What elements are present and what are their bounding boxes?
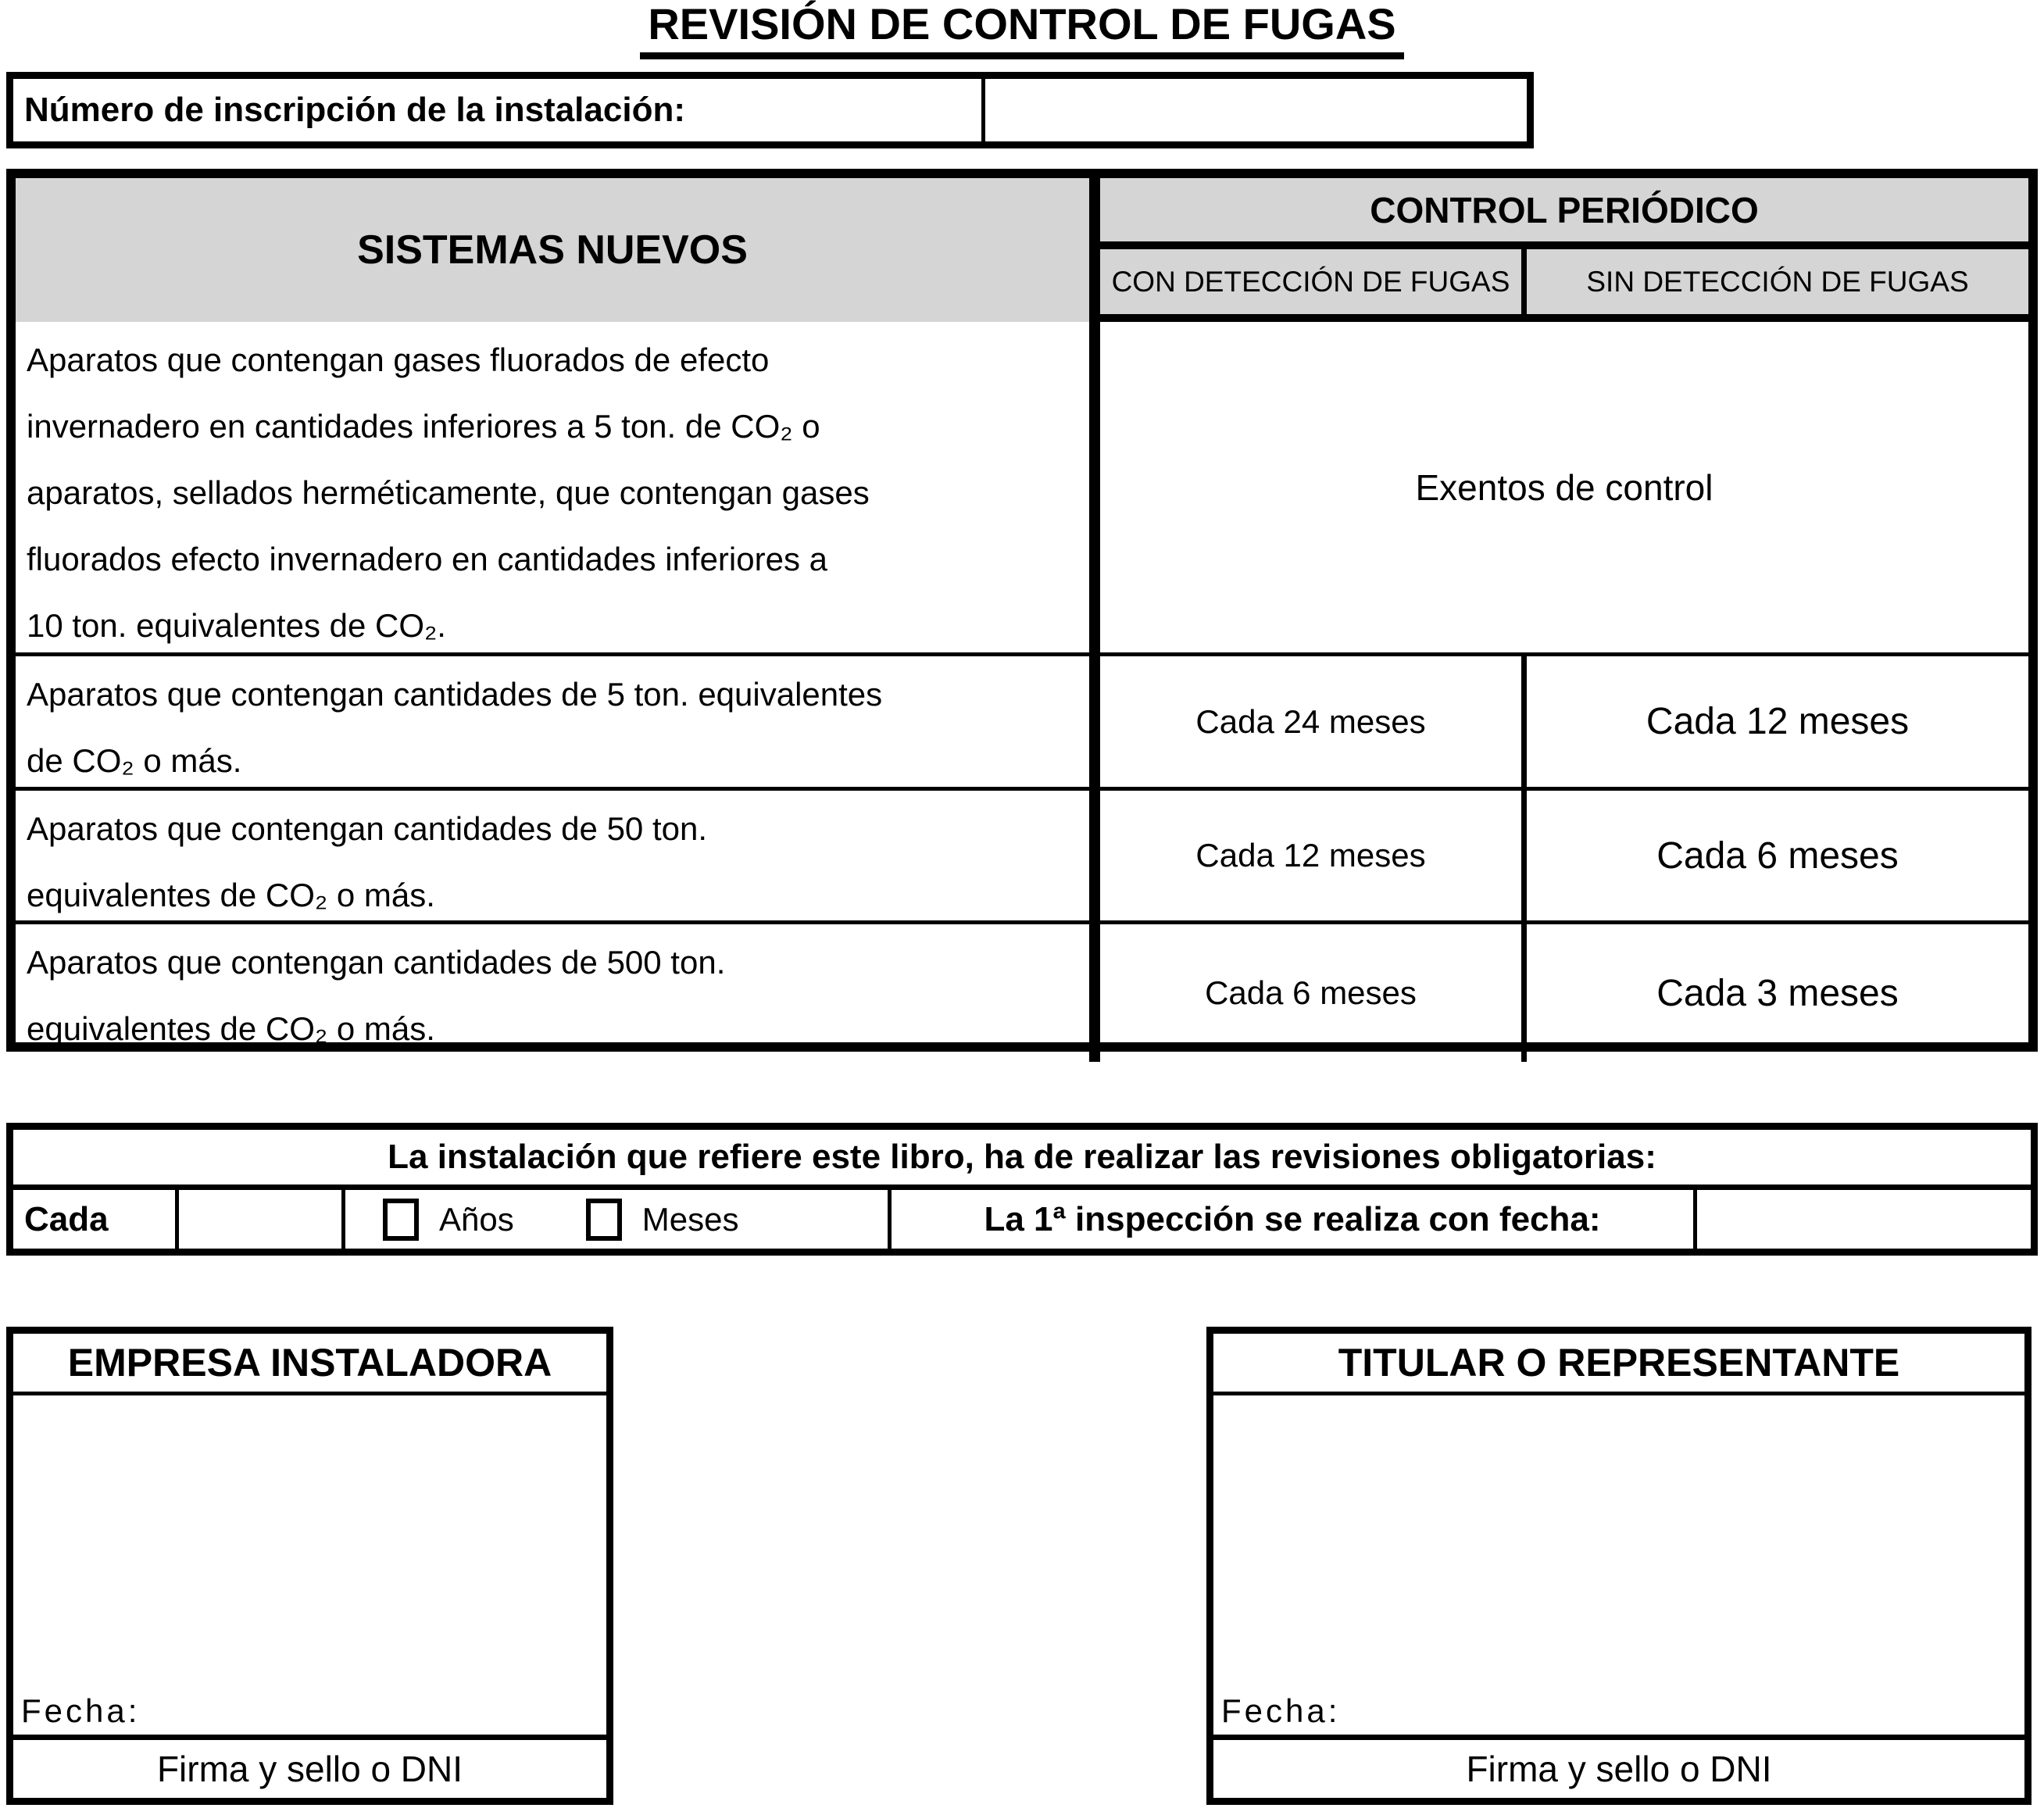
table-row-description — [16, 791, 1100, 924]
description-line: Aparatos que contengan cantidades de 500 ton. — [27, 944, 726, 981]
schedule-header: La instalación que refiere este libro, ha de realizar las revisiones obligatorias: — [13, 1130, 2031, 1190]
description-line: de CO₂ o más. — [27, 742, 242, 779]
installer-date-value[interactable] — [140, 1685, 606, 1722]
anos-label: Años — [439, 1200, 514, 1238]
owner-signature-area[interactable] — [1213, 1395, 2024, 1735]
with-detection-value: Cada 6 meses — [1100, 924, 1527, 1062]
cada-value-cell[interactable] — [179, 1190, 345, 1249]
installer-date-label: Fecha: — [21, 1692, 141, 1729]
without-detection-value: Cada 3 meses — [1656, 972, 1899, 1014]
with-detection-value: Cada 24 meses — [1100, 656, 1527, 791]
installer-date-row — [21, 1685, 606, 1730]
without-detection-value: Cada 12 meses — [1527, 656, 2028, 791]
description-line: 10 ton. equivalentes de CO₂. — [27, 607, 446, 644]
table-row-description — [16, 322, 1100, 656]
period-unit-cell — [345, 1190, 892, 1249]
owner-title: TITULAR O REPRESENTANTE — [1213, 1334, 2024, 1395]
table-row-description — [16, 924, 1100, 1062]
registration-label: Número de inscripción de la instalación: — [13, 79, 985, 141]
page-title: REVISIÓN DE CONTROL DE FUGAS — [640, 2, 1403, 59]
inspection-label: La 1ª inspección se realiza con fecha: — [892, 1190, 1697, 1249]
owner-box — [1206, 1327, 2031, 1805]
description-line: equivalentes de CO₂ o más. — [27, 877, 435, 913]
description-line: Aparatos que contengan gases fluorados de efecto — [27, 341, 770, 378]
installer-title: EMPRESA INSTALADORA — [13, 1334, 606, 1395]
registration-box — [6, 72, 1534, 148]
title-row — [0, 2, 2044, 59]
header-sin-deteccion: SIN DETECCIÓN DE FUGAS — [1527, 249, 2028, 322]
table-row-description — [16, 656, 1100, 791]
installer-signature-label: Firma y sello o DNI — [13, 1735, 606, 1798]
anos-checkbox[interactable] — [383, 1199, 419, 1241]
inspection-date-cell[interactable] — [1697, 1190, 2031, 1249]
registration-value-cell[interactable] — [985, 79, 1527, 141]
description-line: Aparatos que contengan cantidades de 50 ton. — [27, 810, 708, 847]
owner-date-row — [1221, 1685, 2024, 1730]
owner-date-value[interactable] — [1340, 1685, 2024, 1722]
exempt-control-cell: Exentos de control — [1100, 322, 2028, 656]
owner-signature-label: Firma y sello o DNI — [1213, 1735, 2024, 1798]
owner-date-label: Fecha: — [1221, 1692, 1341, 1729]
description-line: aparatos, sellados herméticamente, que contengan gases — [27, 474, 870, 511]
header-sistemas-nuevos: SISTEMAS NUEVOS — [16, 178, 1100, 322]
schedule-box — [6, 1123, 2038, 1256]
schedule-row — [13, 1190, 2031, 1249]
without-detection-value: Cada 6 meses — [1527, 791, 2028, 924]
with-detection-value: Cada 12 meses — [1100, 791, 1527, 924]
header-con-deteccion: CON DETECCIÓN DE FUGAS — [1100, 249, 1527, 322]
control-table — [6, 169, 2038, 1052]
cada-label: Cada — [13, 1190, 179, 1249]
meses-checkbox[interactable] — [586, 1199, 622, 1241]
description-line: fluorados efecto invernadero en cantidades inferiores a — [27, 541, 827, 577]
installer-box — [6, 1327, 613, 1805]
description-line: equivalentes de CO₂ o más. — [27, 1010, 435, 1047]
meses-label: Meses — [641, 1200, 739, 1238]
description-line: Aparatos que contengan cantidades de 5 ton. equivalentes — [27, 676, 883, 713]
description-line: invernadero en cantidades inferiores a 5 ton. de CO₂ o — [27, 408, 820, 445]
installer-signature-area[interactable] — [13, 1395, 606, 1735]
header-control-periodico: CONTROL PERIÓDICO — [1100, 178, 2028, 249]
